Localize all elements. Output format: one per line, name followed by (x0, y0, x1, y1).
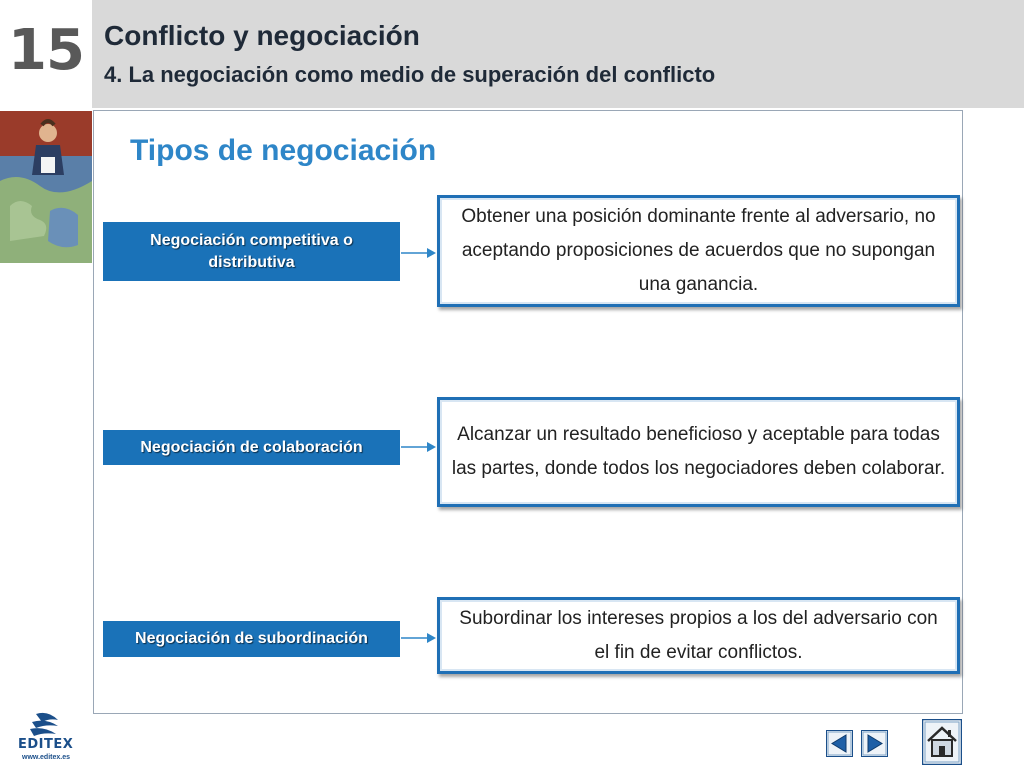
home-icon[interactable] (922, 719, 962, 765)
description-competitiva: Obtener una posición dominante frente al adversario, no aceptando proposiciones de acuerdos que no supongan una ganancia. (437, 195, 960, 307)
description-colaboracion: Alcanzar un resultado beneficioso y aceptable para todas las partes, donde todos los negociadores deben colaborar. (437, 397, 960, 507)
arrow-icon (401, 441, 437, 453)
arrow-icon (401, 247, 437, 259)
chapter-number: 15 (8, 18, 84, 83)
chapter-box (0, 0, 92, 108)
type-label-subordinacion: Negociación de subordinación (103, 621, 400, 657)
arrow-icon (401, 632, 437, 644)
section-title: Tipos de negociación (130, 134, 437, 167)
header-band (0, 0, 1024, 108)
type-label-competitiva: Negociación competitiva o distributiva (103, 222, 400, 281)
puzzle-person-illustration (0, 111, 92, 263)
page-subtitle: 4. La negociación como medio de superación del conflicto (104, 62, 716, 87)
next-icon[interactable] (861, 730, 888, 757)
description-subordinacion: Subordinar los intereses propios a los del adversario con el fin de evitar conflictos. (437, 597, 960, 674)
type-label-colaboracion: Negociación de colaboración (103, 430, 400, 465)
editex-url: www.editex.es (22, 754, 70, 761)
previous-icon[interactable] (826, 730, 853, 757)
editex-logo-text: EDITEX (18, 737, 74, 752)
page-title: Conflicto y negociación (104, 20, 420, 51)
chapter-illustration (0, 111, 92, 263)
